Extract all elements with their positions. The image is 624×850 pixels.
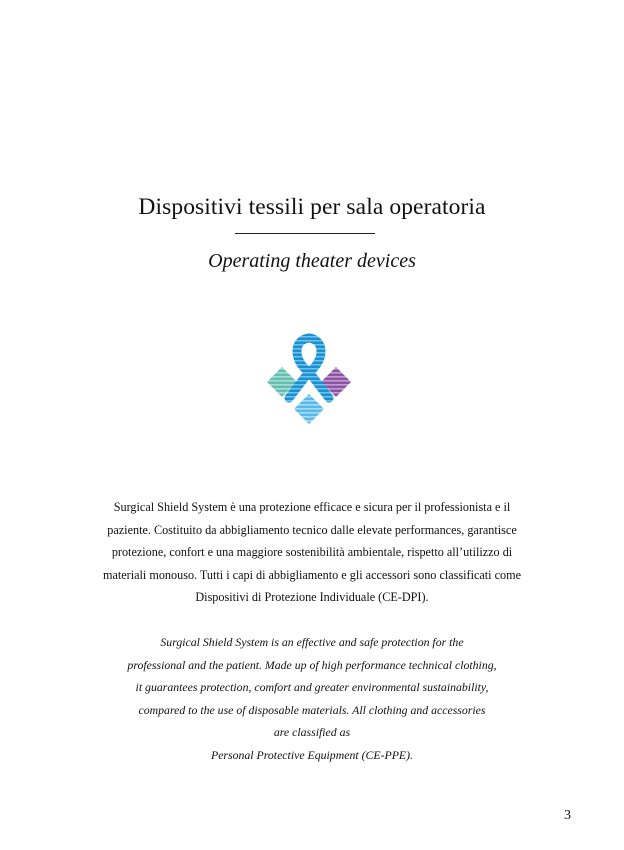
paragraph-line: it guarantees protection, comfort and greater environmental sustainability, (135, 680, 489, 695)
blue-diamond (294, 394, 324, 424)
paragraph-line: Personal Protective Equipment (CE-PPE). (210, 747, 414, 762)
ribbon-diamonds-logo-icon (262, 332, 356, 426)
paragraph-line: Surgical Shield System is an effective and safe protection for the (160, 635, 464, 649)
paragraph-line: materiali monouso. Tutti i capi di abbigliamento e gli accessori sono classificati come (102, 567, 521, 582)
paragraph-line: Dispositivi di Protezione Individuale (CE-DPI). (195, 590, 429, 605)
english-description (90, 631, 534, 767)
paragraph-line: compared to the use of disposable materials. All clothing and accessories (138, 702, 486, 717)
paragraph-line: protezione, confort e una maggiore sostenibilità ambientale, rispetto all’utilizzo di (111, 545, 513, 560)
page-number: 3 (564, 808, 571, 823)
title-divider (235, 233, 375, 234)
ribbon (289, 338, 329, 398)
page-title: Dispositivi tessili per sala operatoria (138, 194, 486, 220)
page-subtitle: Operating theater devices (208, 250, 416, 272)
paragraph-line: paziente. Costituito da abbigliamento tecnico dalle elevate performances, garantisce (107, 522, 517, 537)
paragraph-line: Surgical Shield System è una protezione efficace e sicura per il professionista e il (113, 500, 511, 514)
italian-description (90, 496, 534, 609)
paragraph-line: are classified as (273, 725, 351, 740)
paragraph-line: professional and the patient. Made up of high performance technical clothing, (127, 657, 497, 672)
